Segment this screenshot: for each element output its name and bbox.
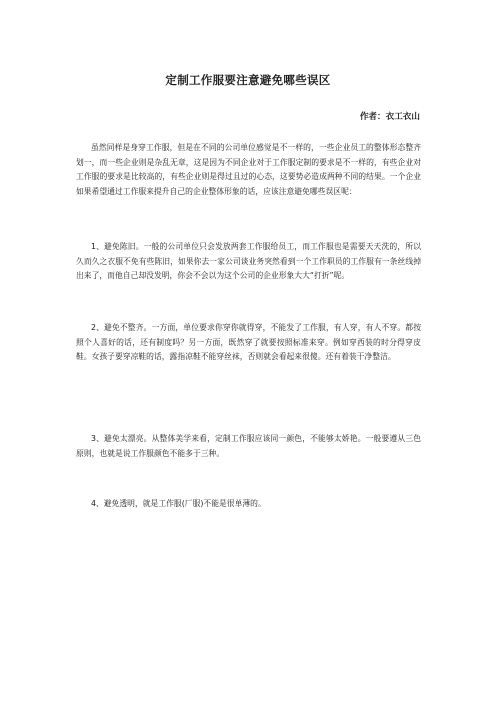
document-title: 定制工作服要注意避免哪些误区 xyxy=(165,73,331,87)
paragraph-point-3: 3、避免太漂亮。从整体美学来看，定制工作服应该同一颜色，不能够太娇艳。一般要遵从三色原则，也就是说工作服颜色不能多于三种。 xyxy=(76,434,421,458)
author-line: 作者：衣工衣山 xyxy=(359,112,420,122)
paragraph-point-2: 2、避免不整齐。一方面，单位要求你穿你就得穿，不能发了工作服，有人穿，有人不穿。都按照个人喜好的话，还有制度吗？另一方面，既然穿了就要按照标准来穿。例如穿西装的时分得穿皮鞋。女孩子要穿凉鞋的话，露指凉鞋不能穿丝袜，否则就会看起来很傻。还有着装干净整洁。 xyxy=(76,323,421,362)
paragraph-point-4: 4、避免透明，就是工作服(厂服)不能是很单薄的。 xyxy=(91,499,266,508)
paragraph-intro: 虽然同样是身穿工作服，但是在不同的公司单位感觉是不一样的，一些企业员工的整体形态整齐划一，而一些企业则是杂乱无章，这是因为不同企业对于工作服定制的要求是不一样的，有些企业对工作服的要求是比较高的，有些企业则是得过且过的心态，这要势必造成两种不同的结果。一个企业如果希望通过工作服来提升自己的企业整体形象的话，应该注意避免哪些误区呢： xyxy=(76,143,421,196)
paragraph-point-1: 1、避免陈旧。一般的公司单位只会发放两套工作服给员工，而工作服也是需要天天洗的，所以久而久之衣服不免有些陈旧，如果你去一家公司谈业务突然看到一个工作职员的工作服有一条丝线掉出来了，而他自己却没发明，你会不会以为这个公司的企业形象大大“打折”呢。 xyxy=(76,242,421,281)
